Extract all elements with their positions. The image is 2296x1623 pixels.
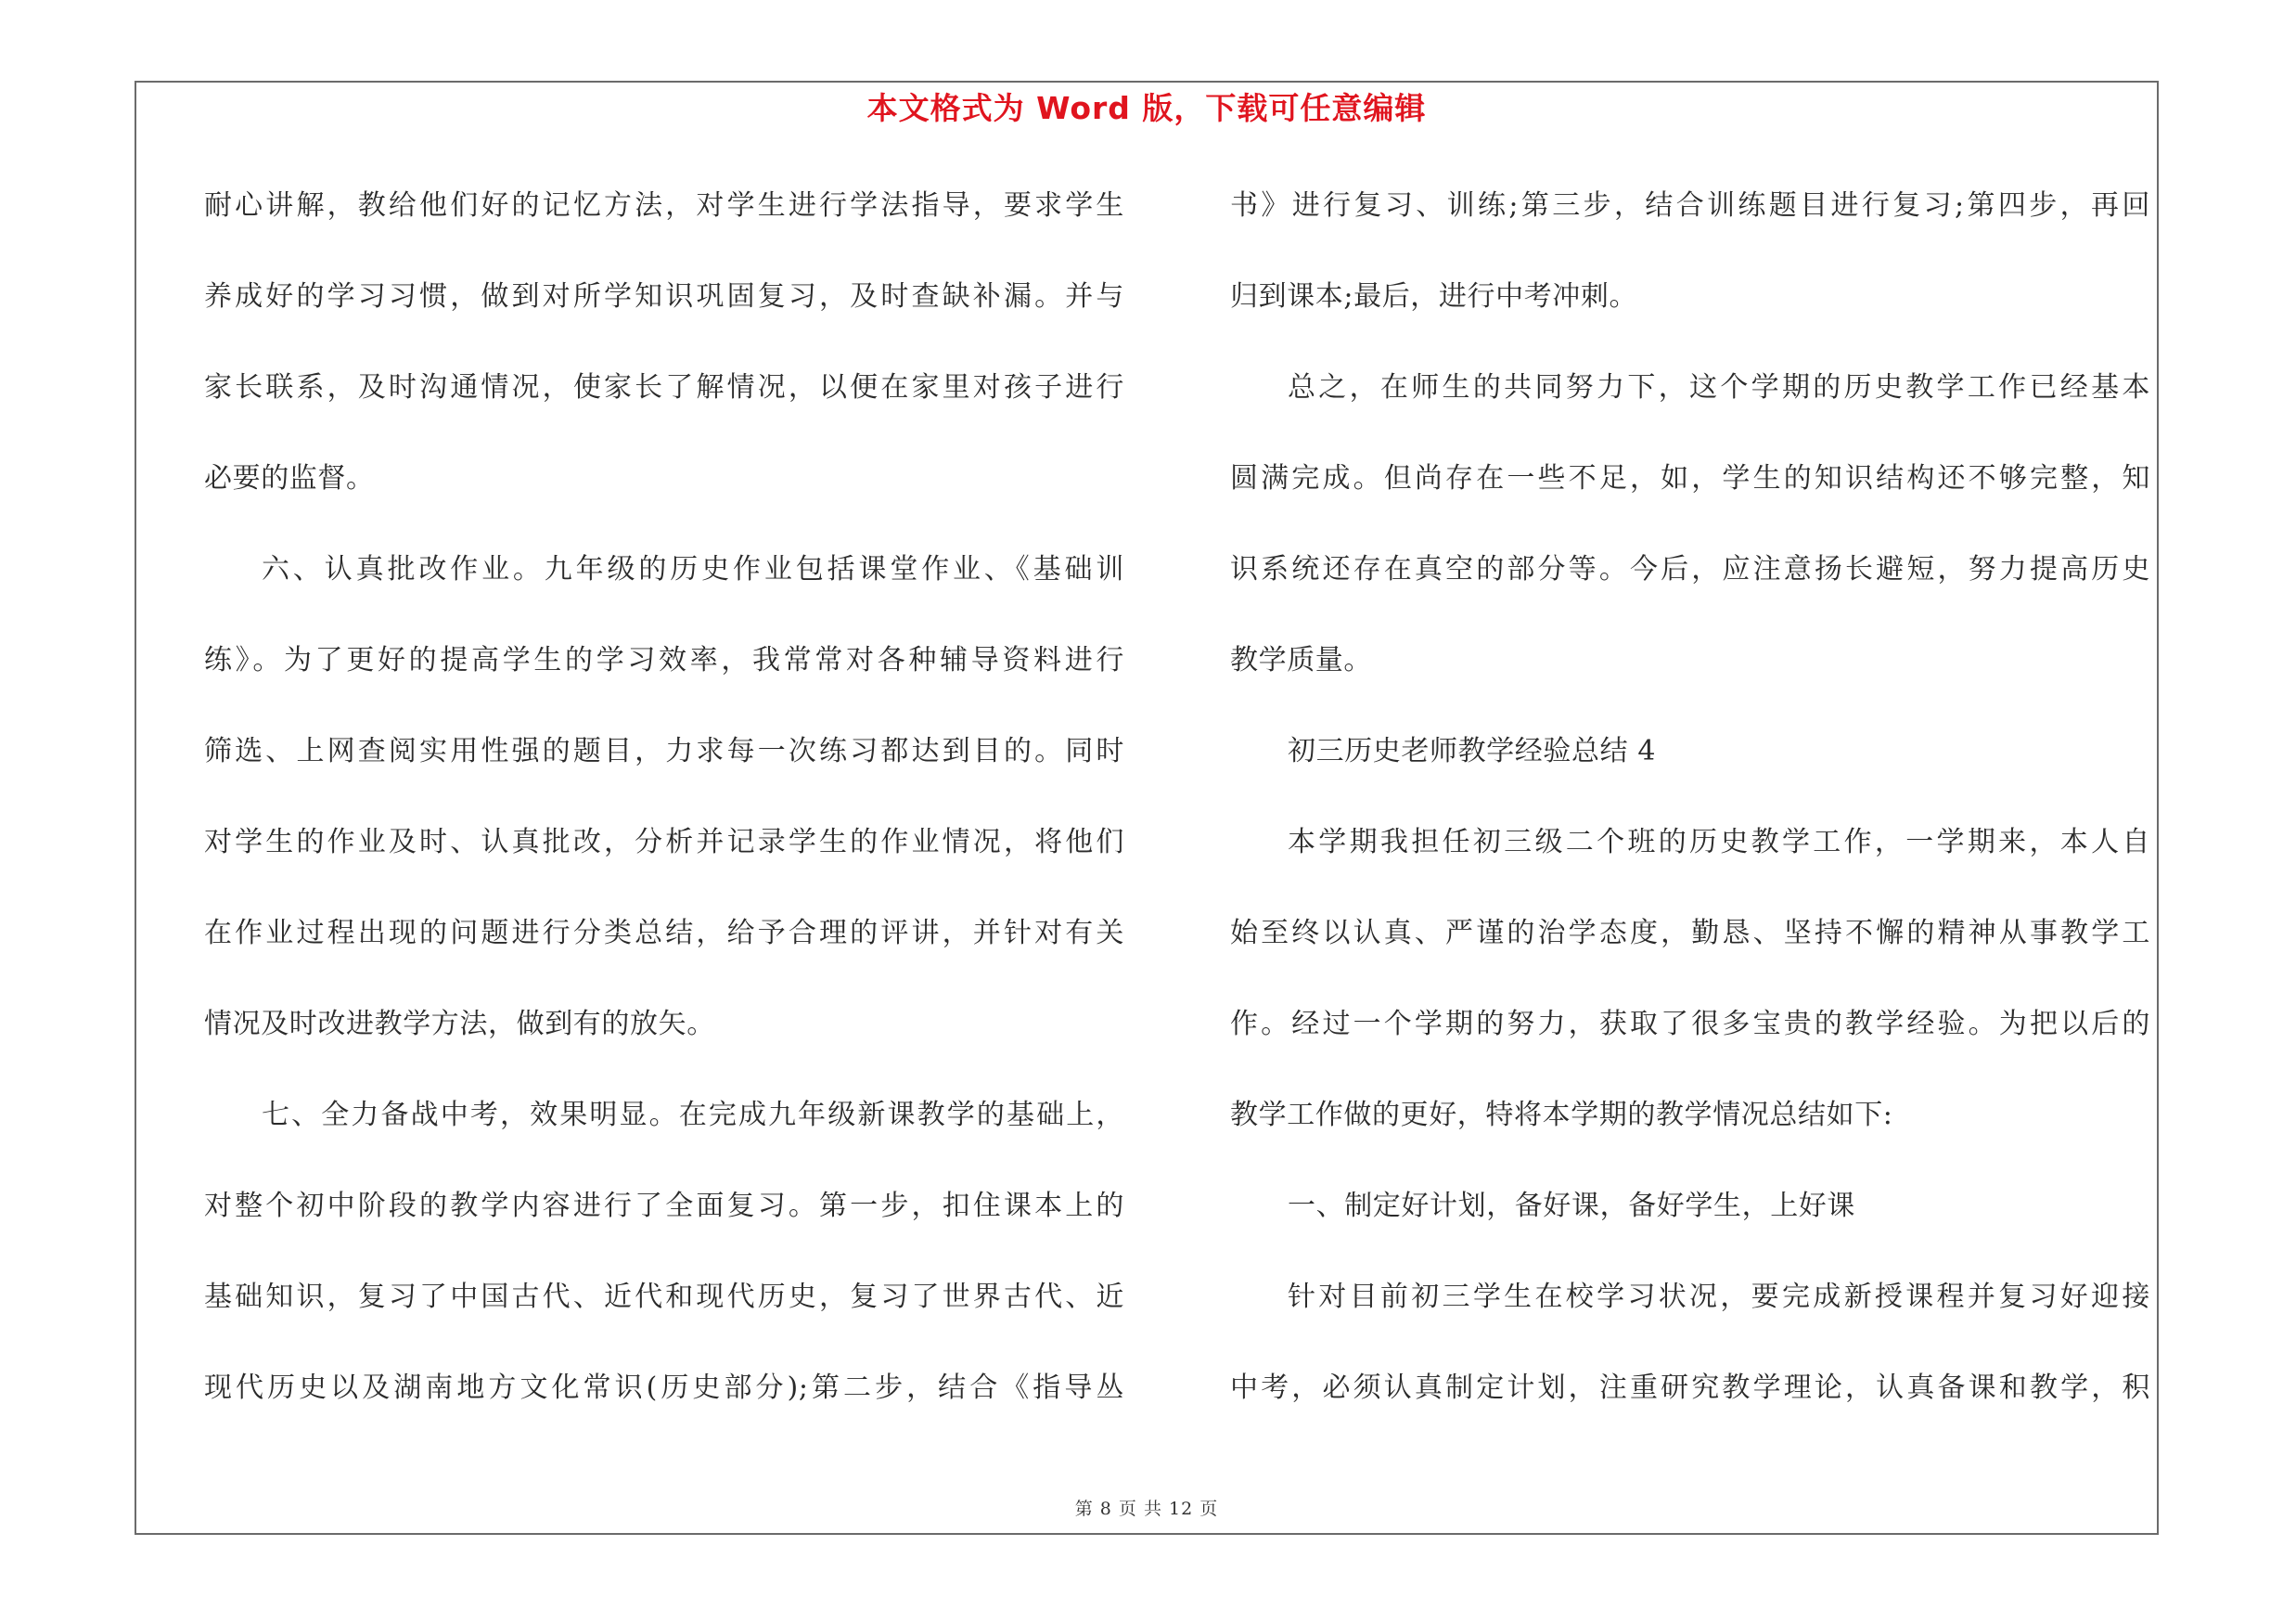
text-line: 在作业过程出现的问题进行分类总结，给予合理的评讲，并针对有关 [204, 917, 1124, 949]
text-line: 本学期我担任初三级二个班的历史教学工作，一学期来，本人自 [1288, 826, 2150, 858]
text-line: 耐心讲解，教给他们好的记忆方法，对学生进行学法指导，要求学生 [204, 189, 1124, 222]
text-line: 作。经过一个学期的努力，获取了很多宝贵的教学经验。为把以后的 [1230, 1008, 2150, 1040]
text-line: 情况及时改进教学方法，做到有的放矢。 [204, 1008, 715, 1040]
format-banner: 本文格式为 Word 版，下载可任意编辑 [866, 90, 1427, 126]
text-line: 总之，在师生的共同努力下，这个学期的历史教学工作已经基本 [1288, 371, 2150, 404]
text-line: 家长联系，及时沟通情况，使家长了解情况，以便在家里对孩子进行 [204, 371, 1124, 404]
text-line: 对学生的作业及时、认真批改，分析并记录学生的作业情况，将他们 [204, 826, 1124, 858]
left-text-column [204, 183, 1124, 1456]
text-line: 七、全力备战中考，效果明显。在完成九年级新课教学的基础上， [262, 1099, 1124, 1131]
text-line: 练》。为了更好的提高学生的学习效率，我常常对各种辅导资料进行 [204, 644, 1124, 676]
text-line: 圆满完成。但尚存在一些不足，如，学生的知识结构还不够完整，知 [1230, 462, 2150, 495]
text-line: 必要的监督。 [204, 462, 375, 495]
text-line: 筛选、上网查阅实用性强的题目，力求每一次练习都达到目的。同时 [204, 735, 1124, 767]
text-line: 六、认真批改作业。九年级的历史作业包括课堂作业、《基础训 [262, 553, 1124, 586]
text-line: 始至终以认真、严谨的治学态度，勤恳、坚持不懈的精神从事教学工 [1230, 917, 2150, 949]
text-line: 基础知识，复习了中国古代、近代和现代历史，复习了世界古代、近 [204, 1281, 1124, 1313]
text-line: 归到课本;最后，进行中考冲刺。 [1230, 280, 1638, 313]
text-line: 一、制定好计划，备好课，备好学生，上好课 [1288, 1190, 1855, 1222]
text-line: 现代历史以及湖南地方文化常识(历史部分);第二步，结合《指导丛 [204, 1372, 1124, 1404]
text-line: 识系统还存在真空的部分等。今后，应注意扬长避短，努力提高历史 [1230, 553, 2150, 586]
text-line: 教学工作做的更好，特将本学期的教学情况总结如下: [1230, 1099, 1893, 1131]
text-line: 养成好的学习习惯，做到对所学知识巩固复习，及时查缺补漏。并与 [204, 280, 1124, 313]
text-line: 初三历史老师教学经验总结 4 [1288, 735, 1657, 767]
page-number-footer: 第 8 页 共 12 页 [1074, 1499, 1219, 1519]
text-line: 中考，必须认真制定计划，注重研究教学理论，认真备课和教学，积 [1230, 1372, 2150, 1404]
text-line: 对整个初中阶段的教学内容进行了全面复习。第一步，扣住课本上的 [204, 1190, 1124, 1222]
text-line: 教学质量。 [1230, 644, 1372, 676]
right-text-column [1230, 183, 2150, 1456]
text-line: 针对目前初三学生在校学习状况，要完成新授课程并复习好迎接 [1288, 1281, 2150, 1313]
text-line: 书》进行复习、训练;第三步，结合训练题目进行复习;第四步，再回 [1230, 189, 2150, 222]
